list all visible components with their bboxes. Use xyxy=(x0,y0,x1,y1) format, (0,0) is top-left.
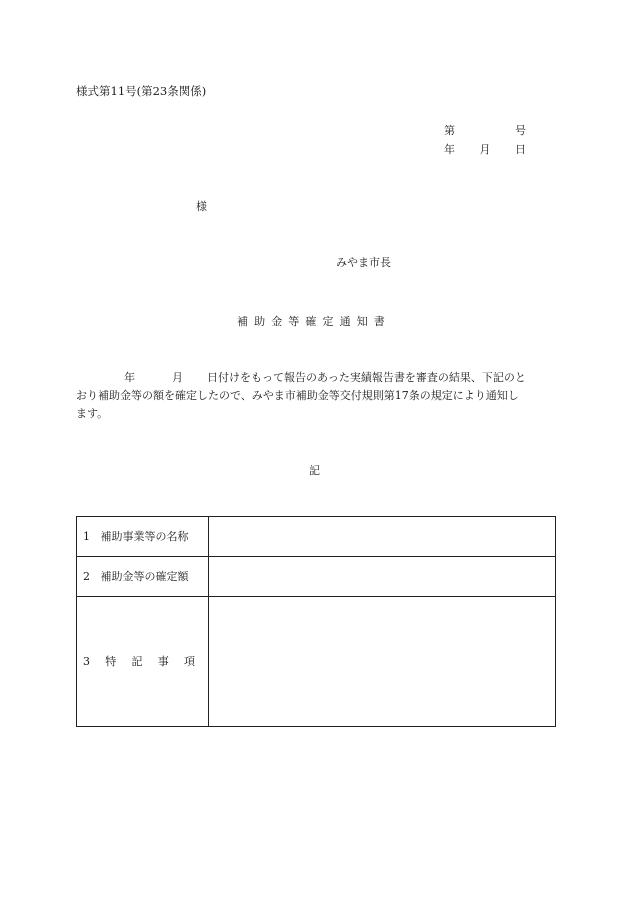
issuer-name: みやま市長 xyxy=(336,256,391,269)
ki-heading: 記 xyxy=(309,464,320,477)
body-line-2: おり補助金等の額を確定したので、みやま市補助金等交付規則第17条の規定により通知し xyxy=(76,389,519,402)
row-2-value[interactable] xyxy=(208,557,555,597)
row-3-value[interactable] xyxy=(208,597,555,727)
body-year: 年 xyxy=(124,371,135,384)
table-row xyxy=(77,517,556,557)
document-title: 補助金等確定通知書 xyxy=(237,315,391,328)
date-line xyxy=(444,144,526,155)
row-3-char-4: 項 xyxy=(184,655,195,668)
row-2-number: 2 xyxy=(83,570,90,583)
row-1-label-text: 補助事業等の名称 xyxy=(100,530,189,543)
row-2-label-text: 補助金等の確定額 xyxy=(100,570,189,583)
row-3-char-1: 特 xyxy=(105,655,117,668)
body-line-3: ます。 xyxy=(76,407,109,420)
row-3-char-3: 事 xyxy=(157,655,169,668)
document-number-line xyxy=(444,125,526,136)
form-number: 様式第11号(第23条関係) xyxy=(76,84,207,98)
date-year: 年 xyxy=(444,143,455,156)
body-month: 月 xyxy=(172,371,183,384)
row-1-label xyxy=(77,517,209,557)
table-row xyxy=(77,597,556,727)
date-day: 日 xyxy=(515,143,526,156)
body-text xyxy=(76,369,554,423)
items-table xyxy=(76,516,556,727)
document-number-suffix: 号 xyxy=(515,124,526,137)
addressee-honorific: 様 xyxy=(196,200,207,213)
row-1-value[interactable] xyxy=(208,517,555,557)
body-line-1 xyxy=(76,369,554,387)
row-1-number: 1 xyxy=(83,530,90,543)
row-3-label xyxy=(77,597,209,727)
row-3-number: 3 xyxy=(83,655,90,668)
table-row xyxy=(77,557,556,597)
date-month: 月 xyxy=(479,143,491,156)
row-2-label xyxy=(77,557,209,597)
row-3-char-2: 記 xyxy=(131,655,143,668)
document-number-prefix: 第 xyxy=(444,124,455,137)
row-3-label-spaced xyxy=(83,656,195,667)
body-line-1-rest: 日付けをもって報告のあった実績報告書を審査の結果、下記のと xyxy=(207,371,526,384)
